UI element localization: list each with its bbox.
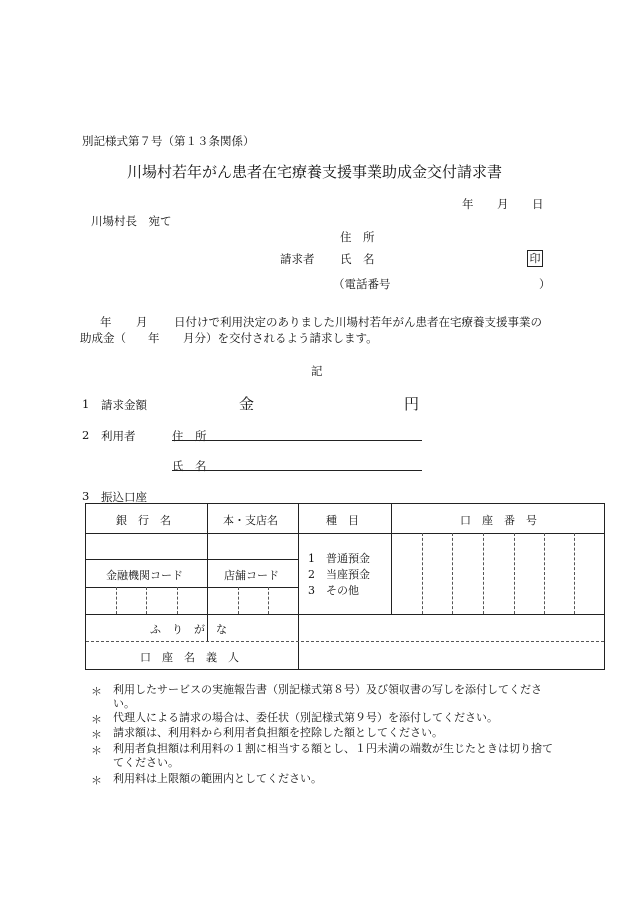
item1-number: 1 xyxy=(82,397,90,411)
item2-label: 利用者 xyxy=(101,429,136,443)
item3-label: 振込口座 xyxy=(101,490,147,504)
note-text: 利用したサービスの実施報告書（別記様式第８号）及び領収書の写しを添付してください。 xyxy=(113,683,542,710)
note-text: 請求額は、利用料から利用者負担額を控除した額としてください。 xyxy=(113,726,443,739)
account-type-option: 1 普通預金 xyxy=(308,552,370,565)
item1-yen: 円 xyxy=(404,395,420,413)
date-year-label: 年 xyxy=(462,197,474,211)
note-mark: ＊ xyxy=(91,713,102,726)
item1-kin: 金 xyxy=(239,395,255,413)
table-line xyxy=(422,533,423,614)
note-text: 代理人による請求の場合は、委任状（別記様式第９号）を添付してください。 xyxy=(113,711,498,724)
body-line2-year: 年 xyxy=(148,331,160,345)
body-year-label: 年 xyxy=(100,315,112,329)
note-mark: ＊ xyxy=(91,728,102,741)
table-line xyxy=(544,533,545,614)
table-line xyxy=(452,533,453,614)
requester-name-label: 氏 名 xyxy=(340,252,375,266)
item2-number: 2 xyxy=(82,428,90,442)
account-type-option: 3 その他 xyxy=(308,584,359,597)
account-holder-label: 口 座 名 義 人 xyxy=(140,651,239,664)
user-name-label: 氏 名 xyxy=(172,459,207,473)
header-branch-name: 本・支店名 xyxy=(223,514,278,527)
note-mark: ＊ xyxy=(91,774,102,787)
table-line xyxy=(514,533,515,614)
table-line xyxy=(86,641,604,642)
addressee: 川場村長 宛て xyxy=(91,214,172,228)
note-mark: ＊ xyxy=(91,685,102,698)
body-line2-start: 助成金（ xyxy=(80,331,126,345)
table-line xyxy=(86,587,298,588)
table-line xyxy=(146,587,147,614)
header-account-number: 口 座 番 号 xyxy=(460,514,537,527)
date-day-label: 日 xyxy=(532,197,544,211)
phone-label: （電話番号 xyxy=(333,277,391,291)
document-title: 川場村若年がん患者在宅療養支援事業助成金交付請求書 xyxy=(127,163,503,181)
table-line xyxy=(268,587,269,614)
date-month-label: 月 xyxy=(497,197,509,211)
header-bank-name: 銀 行 名 xyxy=(116,514,171,527)
body-month-label: 月 xyxy=(136,315,148,329)
item1-label: 請求金額 xyxy=(101,398,147,412)
table-line xyxy=(86,533,604,534)
bank-account-table xyxy=(85,503,605,670)
table-line xyxy=(391,504,392,614)
table-line xyxy=(177,587,178,614)
furigana-label: ふ り が な xyxy=(150,623,227,636)
table-line xyxy=(574,533,575,614)
user-address-label: 住 所 xyxy=(172,429,207,443)
requester-address-label: 住 所 xyxy=(340,230,375,244)
table-line xyxy=(116,587,117,614)
note-mark: ＊ xyxy=(91,744,102,757)
header-account-type: 種 目 xyxy=(326,514,359,527)
table-line xyxy=(238,587,239,614)
account-type-option: 2 当座預金 xyxy=(308,568,370,581)
branch-code-label: 店舗コード xyxy=(224,569,279,582)
note-text: 利用料は上限額の範囲内としてください。 xyxy=(113,772,322,785)
ki-label: 記 xyxy=(311,364,323,378)
table-line xyxy=(483,533,484,614)
form-number: 別記様式第７号（第１３条関係） xyxy=(82,134,255,148)
requester-label: 請求者 xyxy=(280,252,315,266)
table-line xyxy=(298,614,299,670)
bank-code-label: 金融機関コード xyxy=(106,569,183,582)
table-line xyxy=(86,559,298,560)
body-line2-rest: 月分）を交付されるよう請求します。 xyxy=(183,331,378,345)
item3-number: 3 xyxy=(82,489,90,503)
phone-close-paren: ） xyxy=(539,277,551,291)
body-line1: 日付けで利用決定のありました川場村若年がん患者在宅療養支援事業の xyxy=(174,315,542,329)
user-address-line[interactable] xyxy=(172,440,422,441)
user-name-line[interactable] xyxy=(172,470,422,471)
seal-mark: 印 xyxy=(527,250,543,267)
note-text: 利用者負担額は利用料の１割に相当する額とし、１円未満の端数が生じたときは切り捨ててください。 xyxy=(113,742,553,769)
table-line xyxy=(86,614,604,615)
